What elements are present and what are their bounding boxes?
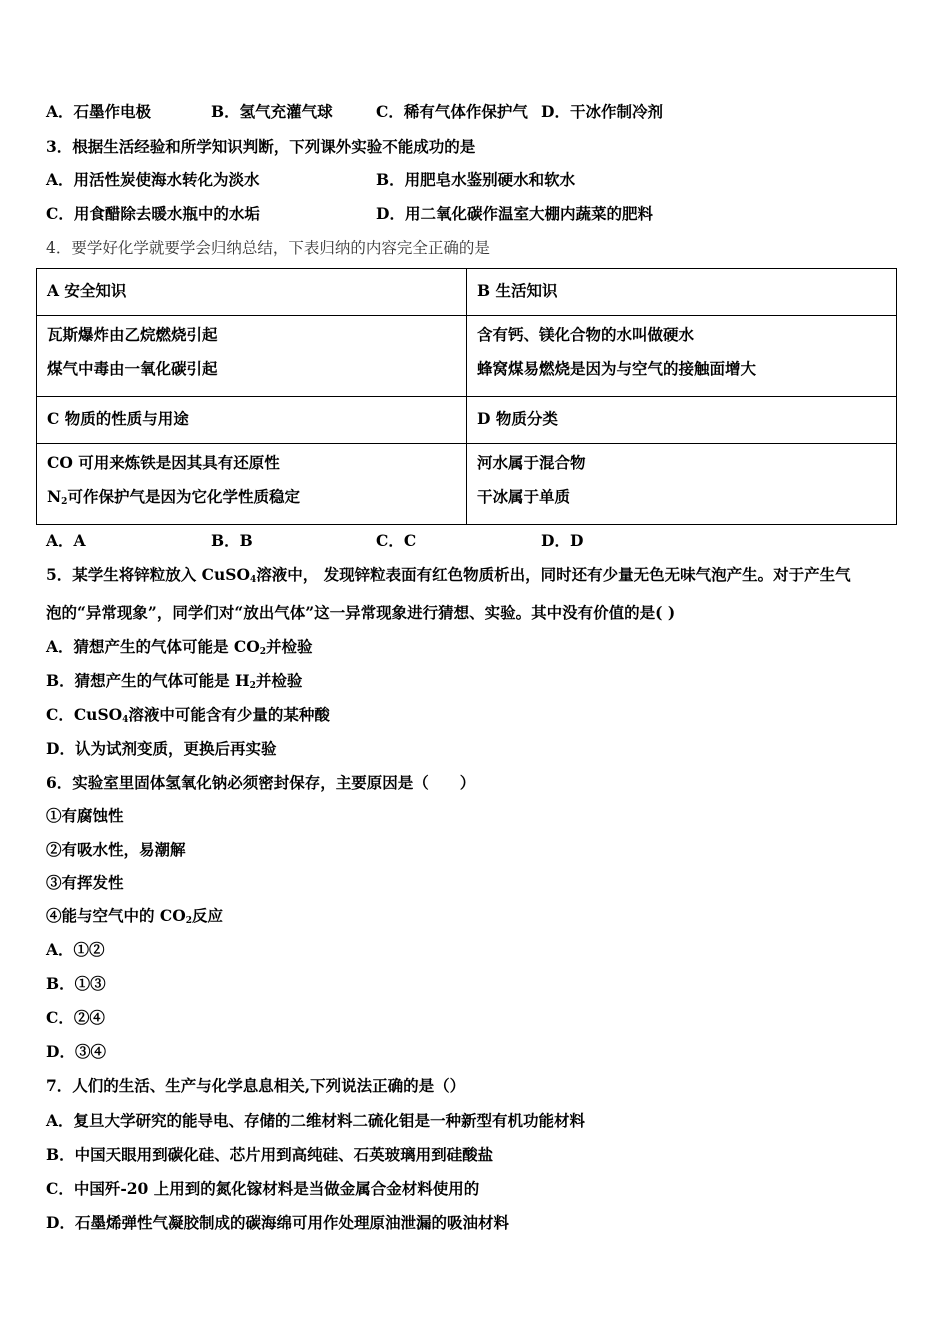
q6-statement-3: ③有挥发性 <box>46 873 124 892</box>
table-cell-d-content <box>467 444 897 525</box>
table-cell-b-content <box>467 316 897 397</box>
q4-summary-table <box>36 268 897 525</box>
q4-option-c: C．C <box>376 531 417 550</box>
q7-option-d: D．石墨烯弹性气凝胶制成的碳海绵可用作处理原油泄漏的吸油材料 <box>46 1213 509 1232</box>
q4-option-b: B．B <box>211 531 253 550</box>
q5-option-a: A．猜想产生的气体可能是 $CO_2$并检验 <box>46 637 313 657</box>
q3-stem: 3．根据生活经验和所学知识判断，下列课外实验不能成功的是 <box>46 137 476 156</box>
q5-option-b: B．猜想产生的气体可能是 $H_2$并检验 <box>46 671 303 691</box>
q2-option-d: D．干冰作制冷剂 <box>541 102 663 121</box>
q3-option-c: C．用食醋除去暖水瓶中的水垢 <box>46 204 260 223</box>
q6-option-b: B．①③ <box>46 974 106 993</box>
d-item-1: 河水属于混合物 <box>477 453 586 472</box>
table-cell-b-title: B 生活知识 <box>467 269 897 316</box>
q2-option-c: C．稀有气体作保护气 <box>376 102 528 121</box>
table-cell-a-content <box>37 316 467 397</box>
q7-option-a: A．复旦大学研究的能导电、存储的二维材料二硫化钼是一种新型有机功能材料 <box>46 1111 586 1130</box>
a-item-1: 瓦斯爆炸由乙烷燃烧引起 <box>47 325 218 344</box>
q4-option-d: D．D <box>541 531 584 550</box>
q5-option-c: C．CuSO$_4$溶液中可能含有少量的某种酸 <box>46 705 330 725</box>
b-item-2: 蜂窝煤易燃烧是因为与空气的接触面增大 <box>477 359 757 378</box>
q5-stem-line2: 泡的“异常现象”，同学们对“放出气体”这一异常现象进行猜想、实验。其中没有价值的是( ) <box>46 603 676 622</box>
q6-option-a: A．①② <box>46 940 105 959</box>
d-item-2: 干冰属于单质 <box>477 487 571 506</box>
q2-option-b: B．氢气充灌气球 <box>211 102 333 121</box>
q5-option-d: D．认为试剂变质，更换后再实验 <box>46 739 277 758</box>
q7-stem: 7．人们的生活、生产与化学息息相关,下列说法正确的是（） <box>46 1076 466 1095</box>
q6-option-c: C．②④ <box>46 1008 105 1027</box>
q5-stem-line1: 5．某学生将锌粒放入 CuSO$_4$溶液中， 发现锌粒表面有红色物质析出，同时还有少量无色无味气泡产生。对于产生气 <box>46 565 851 585</box>
c-item-2: $N_2$可作保护气是因为它化学性质稳定 <box>47 487 300 507</box>
q3-option-b: B．用肥皂水鉴别硬水和软水 <box>376 170 576 189</box>
q6-statement-1: ①有腐蚀性 <box>46 806 124 825</box>
table-cell-c-title: C 物质的性质与用途 <box>37 397 467 444</box>
q7-option-c: C．中国歼-20 上用到的氮化镓材料是当做金属合金材料使用的 <box>46 1179 480 1198</box>
q3-option-a: A．用活性炭使海水转化为淡水 <box>46 170 260 189</box>
table-cell-d-title: D 物质分类 <box>467 397 897 444</box>
q4-option-a: A．A <box>46 531 86 550</box>
c-item-1: CO 可用来炼铁是因其具有还原性 <box>47 453 280 472</box>
b-item-1: 含有钙、镁化合物的水叫做硬水 <box>477 325 695 344</box>
q7-option-b: B．中国天眼用到碳化硅、芯片用到高纯硅、石英玻璃用到硅酸盐 <box>46 1145 494 1164</box>
q6-stem: 6．实验室里固体氢氧化钠必须密封保存，主要原因是（ ） <box>46 773 476 792</box>
q4-stem: 4．要学好化学就要学会归纳总结，下表归纳的内容完全正确的是 <box>46 239 490 257</box>
a-item-2: 煤气中毒由一氧化碳引起 <box>47 359 218 378</box>
q6-option-d: D．③④ <box>46 1042 106 1061</box>
q3-option-d: D．用二氧化碳作温室大棚内蔬菜的肥料 <box>376 204 653 223</box>
table-cell-a-title: A 安全知识 <box>37 269 467 316</box>
table-cell-c-content <box>37 444 467 525</box>
q6-statement-2: ②有吸水性，易潮解 <box>46 840 186 859</box>
q6-statement-4: ④能与空气中的 $CO_2$反应 <box>46 906 224 926</box>
q2-option-a: A．石墨作电极 <box>46 102 152 121</box>
